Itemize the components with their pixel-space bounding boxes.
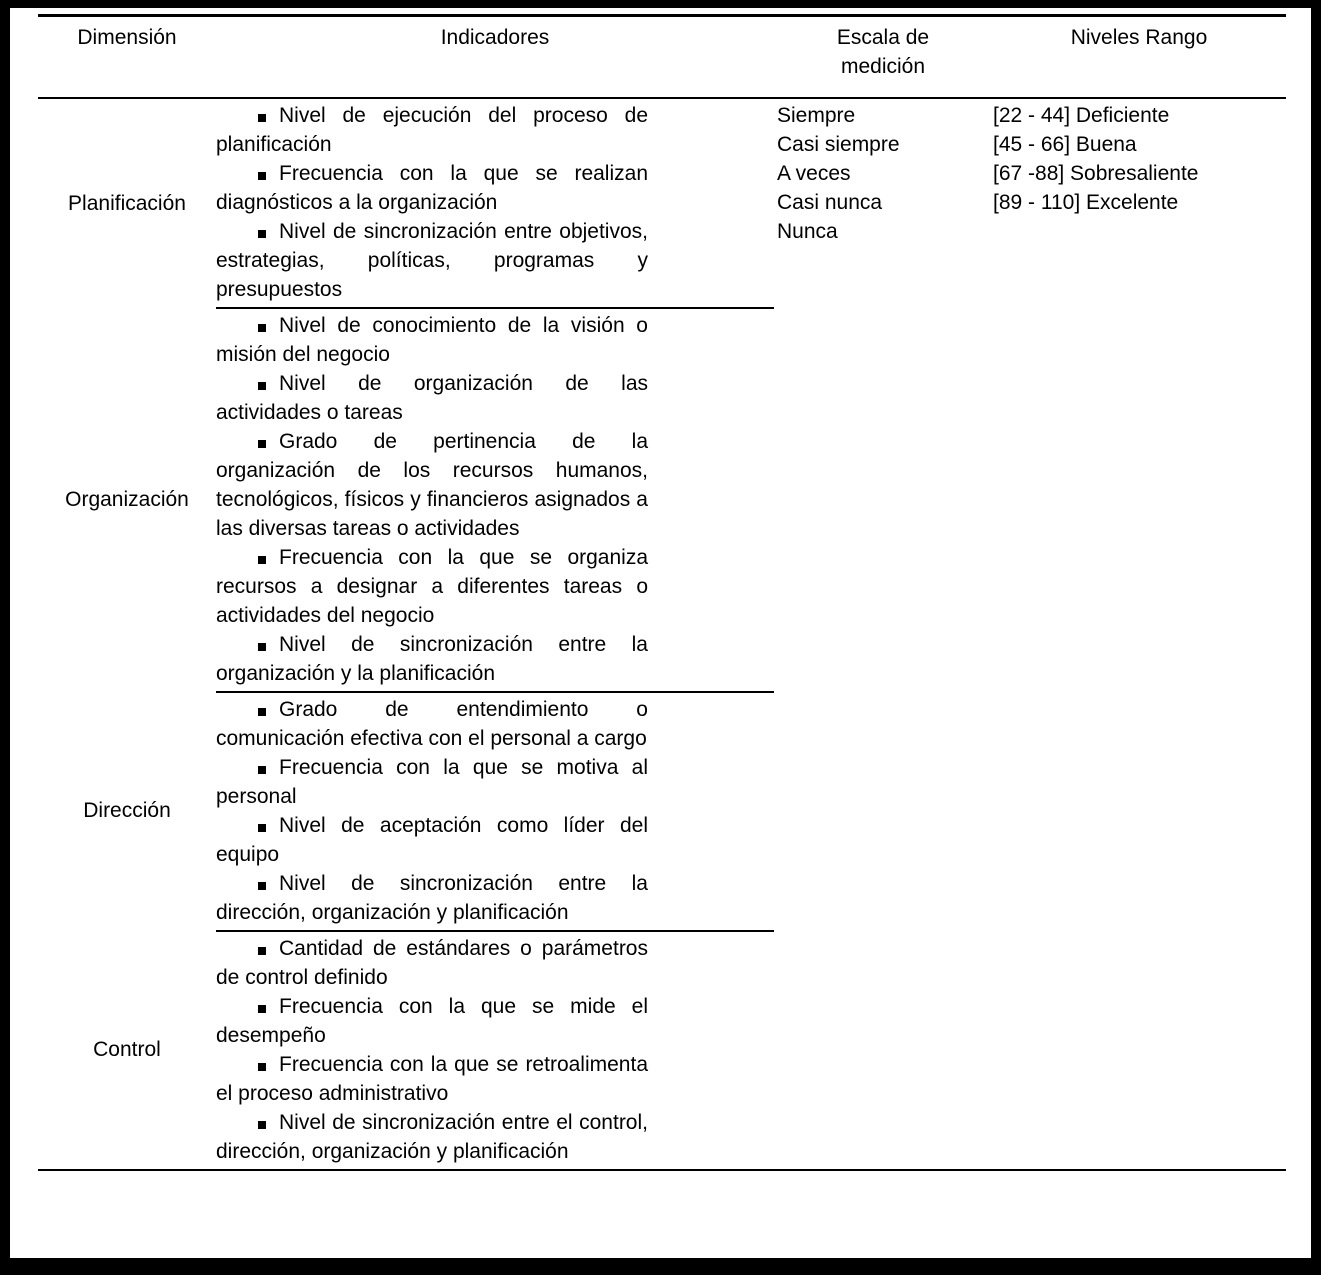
indicator-text: Grado de entendimiento o comunicación efectiva con el personal a cargo (216, 698, 648, 750)
scale-option: Siempre (777, 104, 856, 127)
indicator-text: Nivel de sincronización entre objetivos, estrategias, políticas, programas y presupuestos (216, 220, 648, 301)
level-range: [45 - 66] Buena (993, 133, 1137, 156)
indicator-text: Frecuencia con la que se realizan diagnósticos a la organización (216, 162, 648, 214)
col-header-indicators: Indicadores (216, 17, 774, 99)
indicator-text: Frecuencia con la que se mide el desempeño (216, 995, 648, 1047)
dimension-cell-planificacion: Planificación (68, 191, 186, 215)
bullet-icon (258, 824, 266, 832)
indicator-item (216, 427, 648, 543)
indicator-text: Nivel de ejecución del proceso de planificación (216, 104, 648, 156)
bullet-icon (258, 440, 266, 448)
bullet-icon (258, 324, 266, 332)
indicator-text: Nivel de sincronización entre el control, dirección, organización y planificación (216, 1111, 648, 1163)
levels-cell-empty (992, 930, 1286, 1169)
indicator-item (216, 311, 648, 369)
bullet-icon (258, 947, 266, 955)
indicators-cell-control (216, 930, 774, 1169)
bullet-icon (258, 230, 266, 238)
levels-cell-empty (992, 691, 1286, 930)
indicators-cell-planificacion (216, 99, 774, 307)
indicator-text: Nivel de sincronización entre la dirección, organización y planificación (216, 872, 648, 924)
indicator-text: Nivel de organización de las actividades o tareas (216, 372, 648, 424)
indicators-cell-organizacion (216, 307, 774, 691)
level-range: [89 - 110] Excelente (993, 191, 1179, 214)
indicator-text: Cantidad de estándares o parámetros de control definido (216, 937, 648, 989)
scale-cell-empty (774, 691, 992, 930)
operationalization-table (38, 14, 1286, 1171)
indicator-text: Frecuencia con la que se motiva al personal (216, 756, 648, 808)
scale-option: Nunca (777, 220, 838, 243)
col-header-dimension: Dimensión (38, 17, 216, 99)
indicator-text: Frecuencia con la que se retroalimenta el proceso administrativo (216, 1053, 648, 1105)
dimension-cell-organizacion: Organización (65, 487, 189, 511)
scale-cell (774, 99, 992, 307)
scale-option: A veces (777, 162, 851, 185)
indicator-text: Frecuencia con la que se organiza recursos a designar a diferentes tareas o actividades del negocio (216, 546, 648, 627)
indicator-item (216, 811, 648, 869)
bullet-icon (258, 556, 266, 564)
bullet-icon (258, 1121, 266, 1129)
levels-cell (992, 99, 1286, 307)
scale-cell-empty (774, 307, 992, 691)
indicator-item (216, 869, 648, 927)
bullet-icon (258, 114, 266, 122)
indicator-item (216, 695, 648, 753)
scale-cell-empty (774, 930, 992, 1169)
bullet-icon (258, 766, 266, 774)
bullet-icon (258, 708, 266, 716)
col-header-scale (774, 17, 992, 99)
indicator-item (216, 1050, 648, 1108)
indicator-item (216, 1108, 648, 1166)
dimension-cell-direccion: Dirección (83, 799, 171, 822)
scale-option: Casi siempre (777, 133, 900, 156)
indicator-item (216, 753, 648, 811)
levels-cell-empty (992, 307, 1286, 691)
indicator-item (216, 369, 648, 427)
indicator-item (216, 101, 648, 159)
bullet-icon (258, 172, 266, 180)
indicator-text: Nivel de sincronización entre la organización y la planificación (216, 633, 648, 685)
level-range: [67 -88] Sobresaliente (993, 162, 1199, 185)
indicator-item (216, 217, 648, 304)
bullet-icon (258, 1063, 266, 1071)
bullet-icon (258, 882, 266, 890)
dimension-cell-control: Control (93, 1038, 161, 1061)
col-header-levels: Niveles Rango (992, 17, 1286, 99)
col-header-scale-label: Escala de medición (836, 26, 930, 78)
indicator-item (216, 630, 648, 688)
level-range: [22 - 44] Deficiente (993, 104, 1170, 127)
document-page (10, 8, 1311, 1258)
bullet-icon (258, 643, 266, 651)
bullet-icon (258, 382, 266, 390)
indicator-item (216, 543, 648, 630)
indicator-item (216, 159, 648, 217)
bullet-icon (258, 1005, 266, 1013)
indicators-cell-direccion (216, 691, 774, 930)
indicator-item (216, 934, 648, 992)
indicator-text: Nivel de aceptación como líder del equipo (216, 814, 648, 866)
indicator-item (216, 992, 648, 1050)
indicator-text: Grado de pertinencia de la organización de los recursos humanos, tecnológicos, físicos y financieros asignados a las diversas tareas o actividades (216, 430, 648, 540)
indicator-text: Nivel de conocimiento de la visión o misión del negocio (216, 314, 648, 366)
scale-option: Casi nunca (777, 191, 883, 214)
